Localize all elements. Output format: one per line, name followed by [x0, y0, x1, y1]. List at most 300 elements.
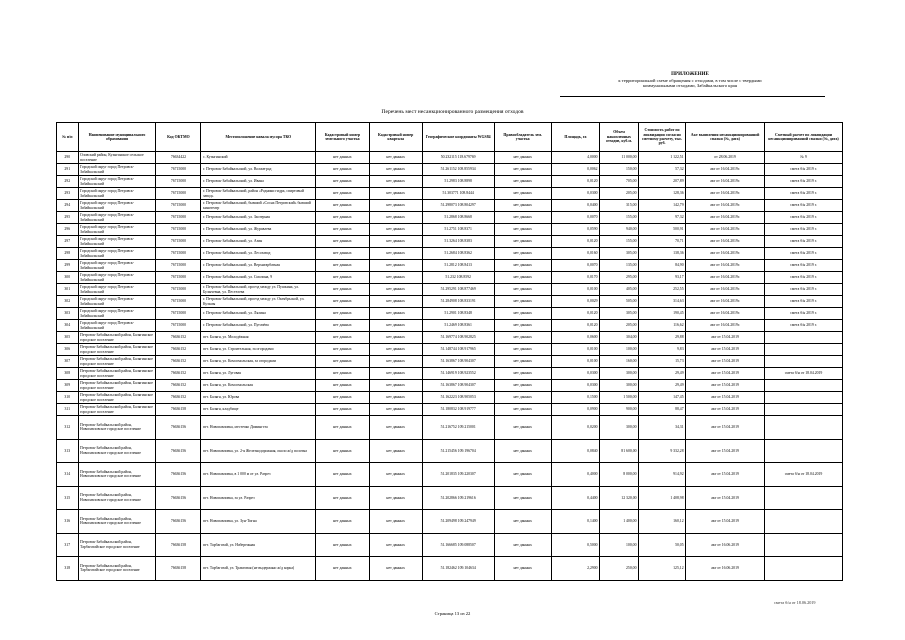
cell-geo: 51.202866 109.219616 — [422, 486, 494, 510]
cell-geo: 51.180832 108.919777 — [422, 404, 494, 416]
cell-cost: 34,31 — [638, 416, 685, 440]
cell-smeta — [765, 332, 843, 344]
cell-act: акт от 16.06.2019 — [686, 557, 765, 581]
cell-smeta: смета б/н 2019 г. — [765, 236, 843, 248]
cell-smeta: смета б/н от 18.04.2019 — [765, 463, 843, 487]
cell-oktmo: 76636158 — [156, 404, 201, 416]
cell-vol: 8 000,00 — [600, 463, 639, 487]
cell-act: акт от 16.04.2019г. — [686, 200, 765, 212]
cell-loc: пгт. Балягя, кладбище — [201, 404, 316, 416]
cell-cost: 93,17 — [638, 272, 685, 284]
cell-smeta — [765, 439, 843, 463]
cell-cad: нет данных — [316, 164, 369, 176]
cell-cad: нет данных — [316, 152, 369, 164]
cell-act: акт от 15.04.2019 — [686, 368, 765, 380]
cell-geo: 51.284908 108.833191 — [422, 296, 494, 308]
appendix-line: коммунальными отходами, Забайкальского края — [643, 83, 737, 89]
cell-smeta: смета б/н 2019 г. — [765, 224, 843, 236]
cell-mo: Петровск-Забайкальский район, Новопавловское городское поселение — [78, 463, 156, 487]
cell-oktmo: 76715000 — [156, 164, 201, 176]
cell-vol: 1 400,00 — [600, 510, 639, 534]
cell-n: 298 — [57, 248, 79, 260]
cell-n: 299 — [57, 260, 79, 272]
cell-n: 307 — [57, 356, 79, 368]
cell-kv: нет данных — [369, 200, 422, 212]
table-row — [57, 392, 843, 404]
cell-loc: пгт. Балягя, ул. Строительная, за огородами — [201, 344, 316, 356]
cell-mo: Городской округ город Петровск-Забайкальский — [78, 236, 156, 248]
cell-cad: нет данных — [316, 308, 369, 320]
cell-owner: нет данных — [494, 392, 551, 404]
cell-oktmo: 76715000 — [156, 200, 201, 212]
cell-owner: нет данных — [494, 368, 551, 380]
cell-kv: нет данных — [369, 392, 422, 404]
cell-n: 304 — [57, 320, 79, 332]
cell-cost: 147,45 — [638, 392, 685, 404]
cell-vol: 100,00 — [600, 344, 639, 356]
cell-smeta: смета б/н 2019 г. — [765, 308, 843, 320]
cell-geo: 51.2684 108.8362 — [422, 248, 494, 260]
cell-owner: нет данных — [494, 284, 551, 296]
cell-loc: г. Петровск-Забайкальский, ул. Волжеград — [201, 164, 316, 176]
col-header: Правообладатель зем. участка — [494, 123, 551, 152]
cell-kv: нет данных — [369, 236, 422, 248]
cell-geo: 51.2868 108.8668 — [422, 212, 494, 224]
cell-cost: 84,90 — [638, 260, 685, 272]
cell-cad: нет данных — [316, 248, 369, 260]
cell-smeta — [765, 416, 843, 440]
cell-act: акт от 15.04.2019 — [686, 392, 765, 404]
cell-area: 0,0840 — [551, 439, 599, 463]
cell-geo: 51.2751 108.8371 — [422, 224, 494, 236]
cell-cad: нет данных — [316, 463, 369, 487]
cell-mo: Городской округ город Петровск-Забайкальский — [78, 200, 156, 212]
appendix-line: к территориальной схеме обращения с отходами, в том числе с твердыми — [618, 77, 762, 83]
cell-vol: 155,00 — [600, 212, 639, 224]
table-row — [57, 368, 843, 380]
cell-oktmo: 76715000 — [156, 260, 201, 272]
cell-geo: 51.166685 109.088507 — [422, 533, 494, 557]
cell-act: акт от 15.04.2019 — [686, 439, 765, 463]
cell-owner: нет данных — [494, 164, 551, 176]
cell-loc: г. Петровск-Забайкальский, район «Родники гидра, спиртовый завод» — [201, 188, 316, 200]
cell-oktmo: 76636156 — [156, 416, 201, 440]
cell-loc: г. Петровск-Забайкальский, проезд между ул. Пушкина, ул. Булычевна, ул. Пестелева — [201, 284, 316, 296]
cell-cad: нет данных — [316, 284, 369, 296]
cell-smeta: смета б/н 2019 г. — [765, 296, 843, 308]
cell-cad: нет данных — [316, 392, 369, 404]
cell-area: 0,0900 — [551, 404, 599, 416]
cell-owner: нет данных — [494, 200, 551, 212]
cell-smeta: смета б/н 2019 г. — [765, 212, 843, 224]
cell-mo: Городской округ город Петровск-Забайкальский — [78, 164, 156, 176]
cell-loc: пгт. Новопавловка, ул. Зун-Тигна — [201, 510, 316, 534]
cell-cost: 142,79 — [638, 200, 685, 212]
cell-oktmo: 76636152 — [156, 332, 201, 344]
cell-cost: 9,83 — [638, 344, 685, 356]
cell-cad: нет данных — [316, 260, 369, 272]
col-header: Площадь, га — [551, 123, 599, 152]
table-row — [57, 533, 843, 557]
cell-act: акт от 15.04.2019 — [686, 380, 765, 392]
cell-n: 297 — [57, 236, 79, 248]
table-body — [57, 152, 843, 581]
cell-n: 295 — [57, 212, 79, 224]
cell-act: акт от 15.04.2019 — [686, 404, 765, 416]
cell-vol: 295,00 — [600, 272, 639, 284]
cell-oktmo: 76636156 — [156, 510, 201, 534]
table-row — [57, 164, 843, 176]
cell-mo: Петровск-Забайкальский район, Балягинское городское поселение — [78, 356, 156, 368]
cell-owner: нет данных — [494, 176, 551, 188]
cell-geo: 51.303771 108.8444 — [422, 188, 494, 200]
cell-owner: нет данных — [494, 380, 551, 392]
cell-smeta: смета б/н 2019 г. — [765, 284, 843, 296]
cell-act: акт от 15.04.2019 — [686, 332, 765, 344]
cell-cost: 207,89 — [638, 176, 685, 188]
cell-area: 0,0200 — [551, 416, 599, 440]
cell-area: 0,5000 — [551, 533, 599, 557]
cell-smeta: смета б/н 2019 г. — [765, 248, 843, 260]
cell-kv: нет данных — [369, 260, 422, 272]
cell-vol: 315,00 — [600, 200, 639, 212]
cell-loc: пгт. Новопавловка, в 1 000 м от ул. Разрез — [201, 463, 316, 487]
cell-vol: 205,00 — [600, 320, 639, 332]
col-header: Код ОКТМО — [156, 123, 201, 152]
cell-cost: 500,91 — [638, 224, 685, 236]
cell-n: 301 — [57, 284, 79, 296]
cell-mo: Городской округ город Петровск-Забайкальский — [78, 320, 156, 332]
cell-cost: 314,63 — [638, 296, 685, 308]
cell-oktmo: 76715000 — [156, 212, 201, 224]
table-row — [57, 308, 843, 320]
cell-geo: 51.232 108.8592 — [422, 272, 494, 284]
cell-cost: 88,47 — [638, 404, 685, 416]
cell-vol: 505,00 — [600, 296, 639, 308]
cell-oktmo: 76715000 — [156, 320, 201, 332]
cell-oktmo: 76636152 — [156, 380, 201, 392]
cell-loc: г. Петровск-Забайкальский, ул. Заозерная — [201, 212, 316, 224]
table-header-row — [57, 123, 843, 152]
cell-n: 290 — [57, 152, 79, 164]
cell-cost: 160,12 — [638, 510, 685, 534]
cell-kv: нет данных — [369, 404, 422, 416]
cell-area: 0,0300 — [551, 380, 599, 392]
cell-oktmo: 76715000 — [156, 296, 201, 308]
cell-kv: нет данных — [369, 224, 422, 236]
cell-area: 0,0300 — [551, 368, 599, 380]
col-header: № п/п — [57, 123, 79, 152]
cell-loc: пгт. Балягя, ул. Луговая — [201, 368, 316, 380]
cell-mo: Городской округ город Петровск-Забайкальский — [78, 284, 156, 296]
cell-n: 314 — [57, 463, 79, 487]
cell-act: акт от 16.06.2019 — [686, 533, 765, 557]
col-header: Акт выявления несанкционированной свалки (№, дата) — [686, 123, 765, 152]
cell-mo: Городской округ город Петровск-Забайкальский — [78, 308, 156, 320]
cell-n: 294 — [57, 200, 79, 212]
cell-geo: 51.2983 108.8898 — [422, 176, 494, 188]
cell-geo: 51.182462 109.104634 — [422, 557, 494, 581]
table-row — [57, 463, 843, 487]
cell-smeta: смета б/н 2019 г. — [765, 164, 843, 176]
cell-oktmo: 76715000 — [156, 248, 201, 260]
cell-loc: г. Петровск-Забайкальский, ул. Журавлева — [201, 224, 316, 236]
cell-smeta — [765, 356, 843, 368]
cell-cad: нет данных — [316, 368, 369, 380]
page-footer: Страница 13 из 22 — [434, 611, 471, 616]
table-row — [57, 152, 843, 164]
cell-cost: 9 332,28 — [638, 439, 685, 463]
cell-n: 305 — [57, 332, 79, 344]
cell-smeta: смета б/н 2019 г. — [765, 176, 843, 188]
cell-loc: г. Петровск-Забайкальский, ул. Азин — [201, 236, 316, 248]
cell-mo: Оловский район, Куэнгинское сельское поселение — [78, 152, 156, 164]
appendix-rule — [560, 96, 825, 97]
cell-owner: нет данных — [494, 236, 551, 248]
cell-kv: нет данных — [369, 344, 422, 356]
cell-cost: 125,12 — [638, 557, 685, 581]
col-header: Сметный расчет по ликвидации несанкционированной свалки (№, дата) — [765, 123, 843, 152]
cell-owner: нет данных — [494, 416, 551, 440]
cell-area: 0,0160 — [551, 248, 599, 260]
cell-owner: нет данных — [494, 356, 551, 368]
cell-owner: нет данных — [494, 272, 551, 284]
cell-smeta: № 9 — [765, 152, 843, 164]
cell-geo: 51.261152 108.855934 — [422, 164, 494, 176]
cell-act: акт от 16.04.2019г. — [686, 176, 765, 188]
cell-geo: 51.295291 108.877469 — [422, 284, 494, 296]
cell-n: 311 — [57, 404, 79, 416]
cell-cad: нет данных — [316, 510, 369, 534]
cell-area: 0,4400 — [551, 486, 599, 510]
table-row — [57, 200, 843, 212]
cell-mo: Петровск-Забайкальский район, Новопавловское городское поселение — [78, 510, 156, 534]
cell-kv: нет данных — [369, 296, 422, 308]
cell-owner: нет данных — [494, 332, 551, 344]
table-row — [57, 356, 843, 368]
cell-cost: 1 408,98 — [638, 486, 685, 510]
cell-geo: 51.298073 108.804297 — [422, 200, 494, 212]
cell-loc: пгт. Новопавловка, ул. 2-я Железнодорожная, около ж/д полотна — [201, 439, 316, 463]
cell-loc: пгт. Балягя, ул. Комсомольская, за огородами — [201, 356, 316, 368]
table-row — [57, 486, 843, 510]
cell-vol: 11 000,00 — [600, 152, 639, 164]
cell-owner: нет данных — [494, 557, 551, 581]
col-header: Местоположение навала мусора ТКО — [201, 123, 316, 152]
cell-smeta: смета б/н 2019 г. — [765, 260, 843, 272]
cell-mo: Петровск-Забайкальский район, Тарбагатайское городское поселение — [78, 533, 156, 557]
cell-kv: нет данных — [369, 272, 422, 284]
table-row — [57, 404, 843, 416]
cell-smeta — [765, 344, 843, 356]
cell-cost: 914,92 — [638, 463, 685, 487]
cell-vol: 940,00 — [600, 224, 639, 236]
cell-kv: нет данных — [369, 486, 422, 510]
cell-smeta: смета б/н 2019 г. — [765, 200, 843, 212]
cell-area: 0,0100 — [551, 344, 599, 356]
cell-kv: нет данных — [369, 320, 422, 332]
cell-cad: нет данных — [316, 344, 369, 356]
cell-owner: нет данных — [494, 224, 551, 236]
cell-oktmo: 76715000 — [156, 284, 201, 296]
cell-vol: 300,00 — [600, 416, 639, 440]
cell-kv: нет данных — [369, 188, 422, 200]
cell-cad: нет данных — [316, 224, 369, 236]
cell-cost: 29,49 — [638, 380, 685, 392]
cell-loc: г. Петровск-Забайкальский, проезд между ул. Октябрьской, ул. Кузьмы — [201, 296, 316, 308]
cell-kv: нет данных — [369, 439, 422, 463]
cell-geo: 51.201835 109.220307 — [422, 463, 494, 487]
cell-cad: нет данных — [316, 380, 369, 392]
cell-mo: Петровск-Забайкальский район, Балягинское городское поселение — [78, 380, 156, 392]
cell-vol: 81 600,00 — [600, 439, 639, 463]
cell-area: 0,0600 — [551, 332, 599, 344]
appendix-title: ПРИЛОЖЕНИЕ — [671, 72, 709, 77]
cell-mo: Петровск-Забайкальский район, Новопавловское городское поселение — [78, 439, 156, 463]
table-row — [57, 176, 843, 188]
cell-mo: Петровск-Забайкальский район, Новопавловское городское поселение — [78, 486, 156, 510]
cell-loc: пгт. Балягя, ул. Комсомольская — [201, 380, 316, 392]
cell-smeta — [765, 533, 843, 557]
cell-act: акт от 16.04.2019г. — [686, 260, 765, 272]
cell-vol: 900,00 — [600, 404, 639, 416]
cell-cost: 15,73 — [638, 356, 685, 368]
cell-act: акт от 16.04.2019г. — [686, 236, 765, 248]
cell-n: 306 — [57, 344, 79, 356]
cell-geo: 51.215456 109.196704 — [422, 439, 494, 463]
cell-area: 0,0070 — [551, 260, 599, 272]
cell-act: акт от 15.04.2019 — [686, 416, 765, 440]
table-row — [57, 260, 843, 272]
col-header: Стоимость работ по ликвидации согласно сметному расчету, тыс. руб. — [638, 123, 685, 152]
cell-act: акт от 15.04.2019 — [686, 463, 765, 487]
cell-smeta — [765, 380, 843, 392]
cell-oktmo: 76715000 — [156, 236, 201, 248]
cell-area: 0,0590 — [551, 224, 599, 236]
cell-n: 291 — [57, 164, 79, 176]
cell-geo: 51.148744 108.917965 — [422, 344, 494, 356]
cell-loc: г. Петровск-Забайкальский, ул. Пугачёва — [201, 320, 316, 332]
cell-cad: нет данных — [316, 188, 369, 200]
cell-mo: Городской округ город Петровск-Забайкальский — [78, 212, 156, 224]
cell-area: 2,2900 — [551, 557, 599, 581]
cell-loc: пгт. Новопавловка, за ул. Разрез — [201, 486, 316, 510]
table-row — [57, 380, 843, 392]
cell-geo: 51.216752 109.215001 — [422, 416, 494, 440]
cell-loc: г. Петровск-Забайкальский, ул. Лесозавод — [201, 248, 316, 260]
cell-geo: 50.232115 118.679769 — [422, 152, 494, 164]
table-row — [57, 212, 843, 224]
cell-n: 302 — [57, 296, 79, 308]
col-header: Объем накопленных отходов, куб.м. — [600, 123, 639, 152]
table-row — [57, 320, 843, 332]
cell-n: 312 — [57, 416, 79, 440]
cell-cost: 1 122,51 — [638, 152, 685, 164]
cell-vol: 305,00 — [600, 308, 639, 320]
cell-act: акт от 16.04.2019г. — [686, 284, 765, 296]
cell-vol: 300,00 — [600, 368, 639, 380]
cell-owner: нет данных — [494, 510, 551, 534]
table-row — [57, 332, 843, 344]
cell-owner: нет данных — [494, 260, 551, 272]
cell-owner: нет данных — [494, 439, 551, 463]
cell-area: 0,0170 — [551, 272, 599, 284]
cell-owner: нет данных — [494, 320, 551, 332]
cell-mo: Городской округ город Петровск-Забайкальский — [78, 224, 156, 236]
cell-mo: Городской округ город Петровск-Забайкальский — [78, 248, 156, 260]
cell-smeta — [765, 404, 843, 416]
cell-mo: Петровск-Забайкальский район, Балягинское городское поселение — [78, 392, 156, 404]
cell-geo: 51.146919 108.923552 — [422, 368, 494, 380]
waste-sites-table — [56, 122, 843, 581]
cell-mo: Петровск-Забайкальский район, Балягинское городское поселение — [78, 368, 156, 380]
cell-cost: 70,71 — [638, 236, 685, 248]
cell-cad: нет данных — [316, 320, 369, 332]
cell-vol: 150,00 — [600, 164, 639, 176]
cell-area: 0,0120 — [551, 320, 599, 332]
cell-cad: нет данных — [316, 332, 369, 344]
cell-geo: 51.169774 108.902825 — [422, 332, 494, 344]
cell-mo: Городской округ город Петровск-Забайкальский — [78, 260, 156, 272]
cell-oktmo: 76636158 — [156, 533, 201, 557]
cell-loc: пгт. Тарбагатай, ул. Набережная — [201, 533, 316, 557]
cell-owner: нет данных — [494, 486, 551, 510]
cell-owner: нет данных — [494, 188, 551, 200]
cell-area: 0,0062 — [551, 164, 599, 176]
cell-kv: нет данных — [369, 533, 422, 557]
cell-loc: пгт. Новопавловка, местечко Димингэта — [201, 416, 316, 440]
cell-mo: Петровск-Забайкальский район, Балягинское городское поселение — [78, 344, 156, 356]
cell-geo: 51.162223 108.905053 — [422, 392, 494, 404]
cell-n: 317 — [57, 533, 79, 557]
document-title: Перечень мест несанкционированного размещения отходов — [381, 109, 524, 115]
cell-vol: 160,00 — [600, 356, 639, 368]
cell-area: 0,4000 — [551, 463, 599, 487]
cell-geo: 51.3264 108.8383 — [422, 236, 494, 248]
cell-area: 0,0100 — [551, 284, 599, 296]
cell-vol: 205,00 — [600, 188, 639, 200]
cell-kv: нет данных — [369, 212, 422, 224]
cell-cad: нет данных — [316, 200, 369, 212]
cell-oktmo: 76636152 — [156, 344, 201, 356]
cell-oktmo: 76636156 — [156, 486, 201, 510]
table-row — [57, 557, 843, 581]
table-row — [57, 272, 843, 284]
cell-act: акт от 15.04.2019 — [686, 510, 765, 534]
cell-cad: нет данных — [316, 356, 369, 368]
cell-cost: 29,49 — [638, 368, 685, 380]
cell-cad: нет данных — [316, 296, 369, 308]
cell-act: акт от 16.04.2019г. — [686, 224, 765, 236]
cell-kv: нет данных — [369, 368, 422, 380]
cell-oktmo: 76634422 — [156, 152, 201, 164]
cell-vol: 135,00 — [600, 260, 639, 272]
cell-area: 0,1400 — [551, 510, 599, 534]
cell-n: 309 — [57, 380, 79, 392]
cell-vol: 250,00 — [600, 557, 639, 581]
cell-kv: нет данных — [369, 308, 422, 320]
col-header: Кадастровый номер квартала — [369, 123, 422, 152]
cell-kv: нет данных — [369, 248, 422, 260]
cell-act: акт от 16.04.2019г. — [686, 308, 765, 320]
cell-vol: 405,00 — [600, 284, 639, 296]
cell-act: акт от 16.04.2019г. — [686, 248, 765, 260]
col-header: Географические координаты WGS84 — [422, 123, 494, 152]
cell-oktmo: 76715000 — [156, 272, 201, 284]
table-row — [57, 236, 843, 248]
cell-n: 310 — [57, 392, 79, 404]
cell-kv: нет данных — [369, 152, 422, 164]
